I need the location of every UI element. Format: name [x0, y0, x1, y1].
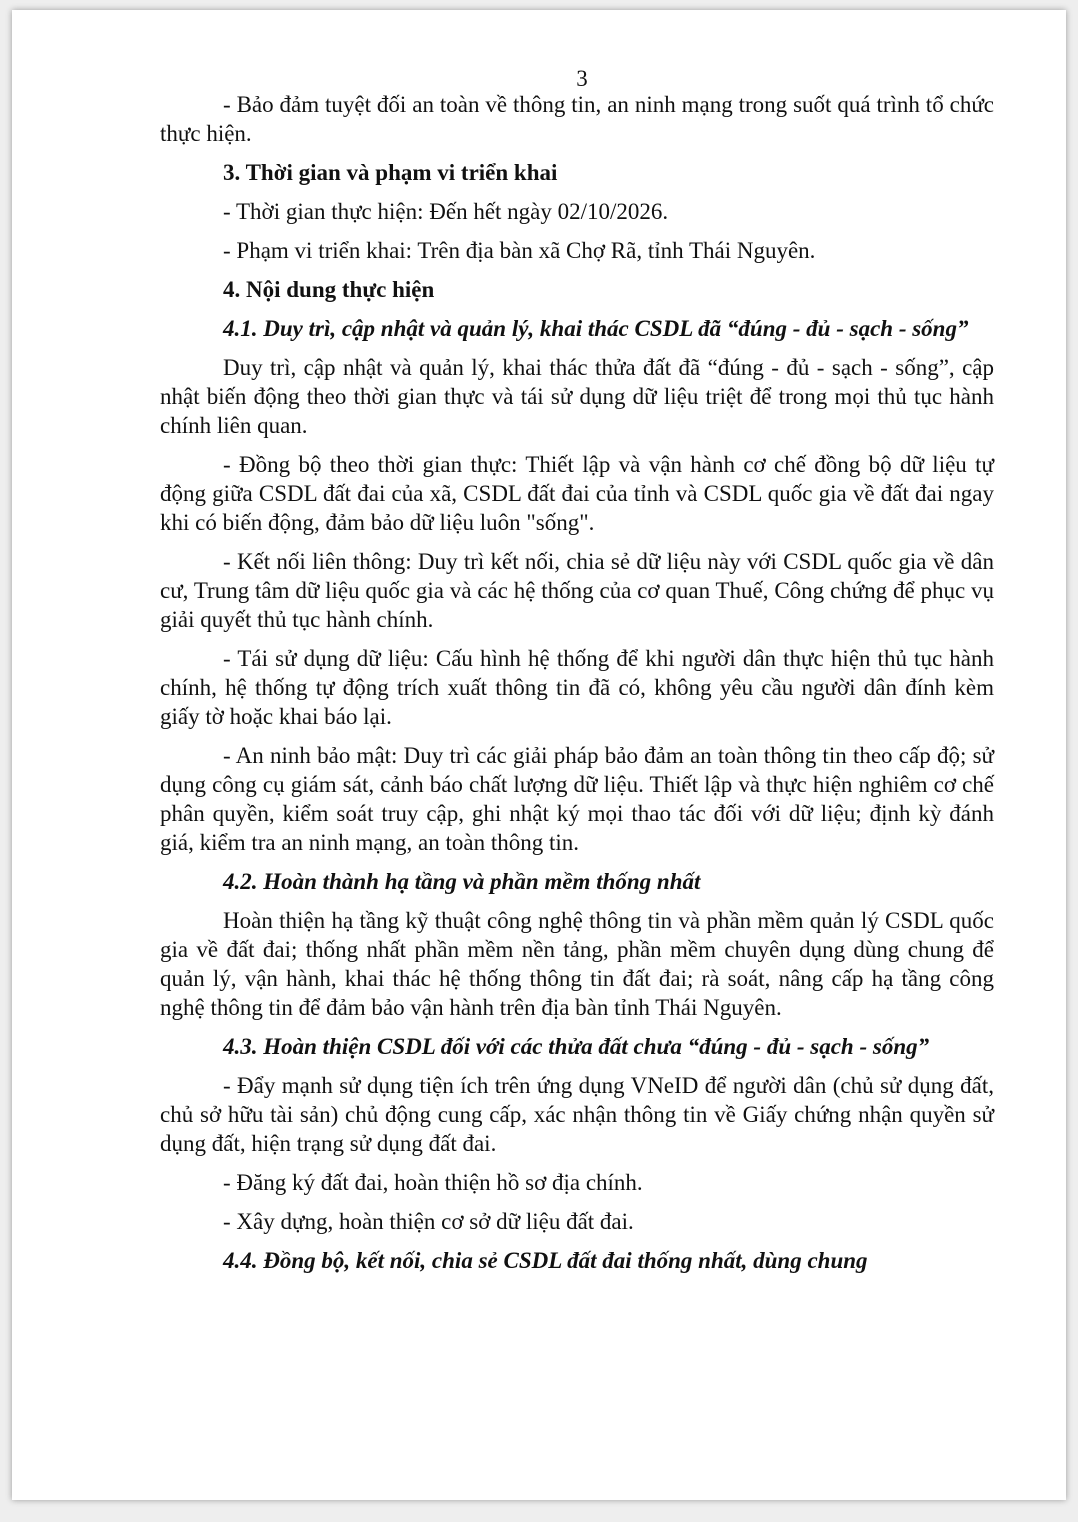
paragraph-vneid: - Đẩy mạnh sử dụng tiện ích trên ứng dụng VNeID để người dân (chủ sử dụng đất, chủ sở hữu tài sản) chủ động cung cấp, xác nhận thông tin về Giấy chứng nhận quyền sử dụng đất, hiện trạng sử dụng đất đai. — [160, 1073, 994, 1156]
subsection-heading-4-1: 4.1. Duy trì, cập nhật và quản lý, khai thác CSDL đã “đúng - đủ - sạch - sống” — [223, 316, 969, 341]
paragraph-infrastructure: Hoàn thiện hạ tầng kỹ thuật công nghệ thông tin và phần mềm quản lý CSDL quốc gia về đất đai; thống nhất phần mềm nền tảng, phần mềm chuyên dụng dùng chung để quản lý, vận hành, khai thác hệ thống thông tin đất đai; rà soát, nâng cấp hạ tầng công nghệ thông tin để đảm bảo vận hành trên địa bàn tỉnh Thái Nguyên. — [160, 908, 994, 1020]
paragraph-interconnection: - Kết nối liên thông: Duy trì kết nối, chia sẻ dữ liệu này với CSDL quốc gia về dân cư, Trung tâm dữ liệu quốc gia và các hệ thống của cơ quan Thuế, Công chứng để phục vụ giải quyết thủ tục hành chính. — [160, 549, 994, 632]
paragraph-security: - An ninh bảo mật: Duy trì các giải pháp bảo đảm an toàn thông tin theo cấp độ; sử dụng công cụ giám sát, cảnh báo chất lượng dữ liệu. Thiết lập và thực hiện nghiêm cơ chế phân quyền, kiểm soát truy cập, ghi nhật ký mọi thao tác đối với dữ liệu; định kỳ đánh giá, kiểm tra an ninh mạng, an toàn thông tin. — [160, 743, 994, 855]
paragraph-realtime-sync: - Đồng bộ theo thời gian thực: Thiết lập và vận hành cơ chế đồng bộ dữ liệu tự động giữa CSDL đất đai của xã, CSDL đất đai của tỉnh và CSDL quốc gia về đất đai ngay khi có biến động, đảm bảo dữ liệu luôn "sống". — [160, 452, 994, 535]
subsection-heading-4-4: 4.4. Đồng bộ, kết nối, chia sẻ CSDL đất đai thống nhất, dùng chung — [223, 1248, 868, 1273]
document-page — [12, 10, 1066, 1500]
subsection-heading-4-2: 4.2. Hoàn thành hạ tầng và phần mềm thống nhất — [223, 869, 701, 894]
section-heading-time-scope: 3. Thời gian và phạm vi triển khai — [223, 160, 558, 185]
paragraph-build-database: - Xây dựng, hoàn thiện cơ sở dữ liệu đất đai. — [223, 1209, 634, 1234]
page-number: 3 — [576, 66, 588, 91]
paragraph-data-reuse: - Tái sử dụng dữ liệu: Cấu hình hệ thống để khi người dân thực hiện thủ tục hành chính, hệ thống tự động trích xuất thông tin đã có, không yêu cầu người dân đính kèm giấy tờ hoặc khai báo lại. — [160, 646, 994, 729]
subsection-heading-4-3: 4.3. Hoàn thiện CSDL đối với các thửa đất chưa “đúng - đủ - sạch - sống” — [223, 1034, 930, 1059]
paragraph-implementation-scope: - Phạm vi triển khai: Trên địa bàn xã Chợ Rã, tỉnh Thái Nguyên. — [223, 238, 816, 263]
section-heading-content: 4. Nội dung thực hiện — [223, 277, 435, 302]
document-content — [160, 66, 994, 1285]
paragraph-implementation-time: - Thời gian thực hiện: Đến hết ngày 02/10/2026. — [223, 199, 669, 224]
paragraph-maintain-update: Duy trì, cập nhật và quản lý, khai thác thửa đất đã “đúng - đủ - sạch - sống”, cập nhật biến động theo thời gian thực và tái sử dụng dữ liệu triệt để trong mọi thủ tục hành chính liên quan. — [160, 355, 994, 438]
paragraph-security-assurance: - Bảo đảm tuyệt đối an toàn về thông tin, an ninh mạng trong suốt quá trình tổ chức thực hiện. — [160, 92, 994, 146]
paragraph-land-registration: - Đăng ký đất đai, hoàn thiện hồ sơ địa chính. — [223, 1170, 643, 1195]
